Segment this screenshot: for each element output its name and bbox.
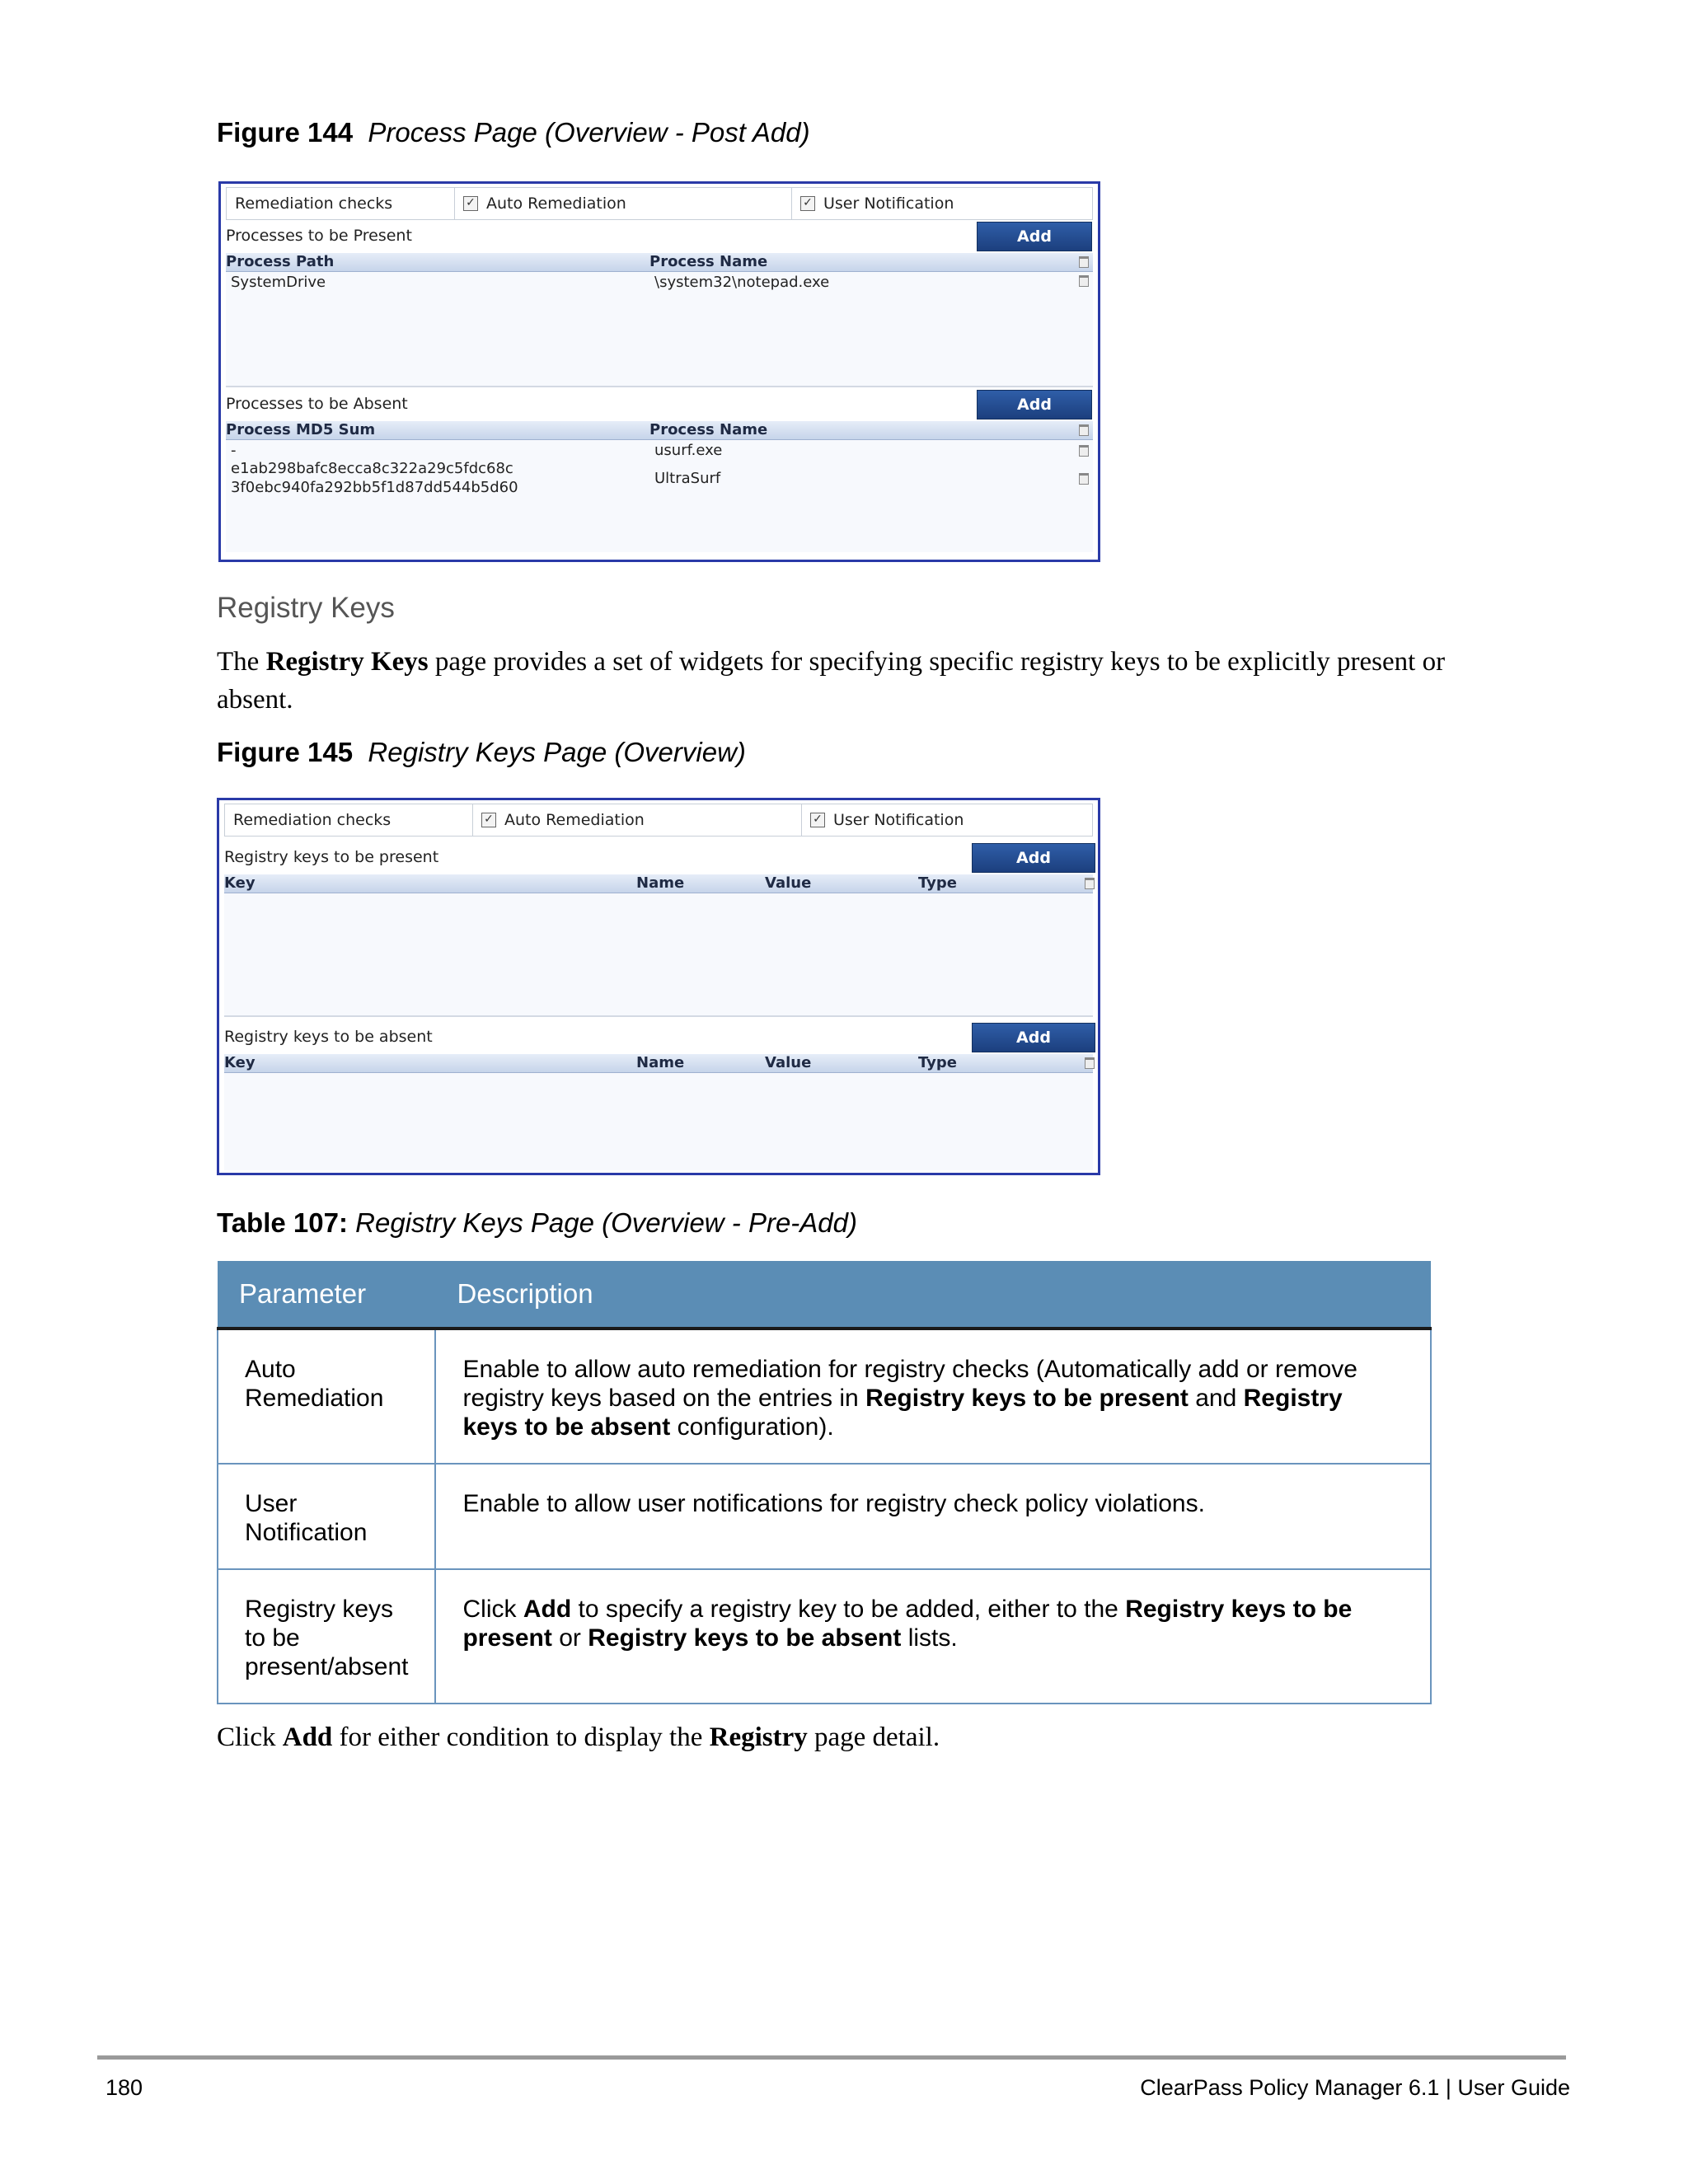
auto-remediation-label: Auto Remediation [486,194,626,213]
remediation-checks-row [224,804,1093,837]
desc-text: or [551,1624,588,1652]
intro-bold: Registry Keys [265,647,429,677]
col-value: Value [765,1054,812,1071]
table-107-caption [217,1207,857,1239]
desc-bold: Registry keys to be present [462,1596,1353,1652]
checkbox-checked-icon[interactable]: ✓ [810,813,825,827]
closing-text: Click [217,1722,283,1752]
registry-keys-page-screenshot [217,798,1100,1175]
col-parameter: Parameter [218,1261,435,1329]
user-notification-option[interactable] [792,188,1092,219]
process-path-cell: SystemDrive [231,274,326,291]
process-page-screenshot [218,181,1100,562]
document-title: ClearPass Policy Manager 6.1 | User Guide [1140,2075,1570,2100]
desc-bold: Add [523,1596,572,1623]
col-name: Name [636,874,685,892]
absent-table-header [226,421,1093,440]
closing-text: for either condition to display the [332,1722,710,1752]
process-name-cell: UltraSurf [654,470,721,487]
desc-cell [435,1329,1431,1464]
figure-145-caption [217,737,746,768]
desc-text: configuration). [670,1413,834,1441]
desc-text: to specify a registry key to be added, either to the [571,1596,1126,1623]
trash-icon[interactable] [1079,445,1089,457]
absent-table-body [224,1073,1093,1170]
add-absent-button[interactable]: Add [972,1023,1095,1052]
add-present-button[interactable]: Add [972,843,1095,873]
checkbox-checked-icon[interactable]: ✓ [463,196,478,211]
col-key: Key [224,1054,256,1071]
figure-title: Registry Keys Page (Overview) [368,737,746,767]
remediation-checks-row [226,187,1093,220]
closing-paragraph [217,1718,940,1756]
trash-icon[interactable] [1079,473,1089,485]
trash-icon[interactable] [1085,1057,1095,1069]
auto-remediation-option[interactable] [455,188,792,219]
page-number: 180 [106,2075,143,2100]
intro-text-rest: page provides a set of widgets for specifying specific registry keys to be explicitly present or [428,647,1446,677]
closing-bold: Add [282,1722,333,1752]
table-title: Registry Keys Page (Overview - Pre-Add) [355,1207,857,1238]
desc-bold: Registry keys to be absent [588,1624,902,1652]
md5-cell: e1ab298bafc8ecca8c322a29c5fdc68c [231,460,513,477]
table-label: Table 107: [217,1207,348,1238]
table-row [218,1569,1431,1704]
present-table-header [224,874,1093,893]
process-name-cell: usurf.exe [654,442,723,459]
col-type: Type [918,1054,957,1071]
trash-icon[interactable] [1079,424,1089,436]
present-table-body [226,272,1093,387]
registry-present-label: Registry keys to be present [224,848,439,866]
absent-table-body [226,440,1093,552]
desc-cell: Enable to allow user notifications for registry check policy violations. [435,1464,1431,1569]
trash-icon[interactable] [1079,256,1089,268]
table-row [218,1464,1431,1569]
desc-bold: Registry keys to be present [865,1385,1189,1412]
registry-absent-label: Registry keys to be absent [224,1028,433,1046]
auto-remediation-label: Auto Remediation [504,811,645,829]
col-process-name: Process Name [649,253,768,270]
col-process-name: Process Name [649,421,768,438]
trash-icon[interactable] [1079,275,1089,287]
col-process-path: Process Path [226,253,335,270]
absent-table-header [224,1054,1093,1073]
auto-remediation-option[interactable] [473,804,802,836]
remediation-checks-label: Remediation checks [225,804,473,836]
add-absent-button[interactable]: Add [977,390,1092,419]
col-type: Type [918,874,957,892]
section-heading: Registry Keys [217,592,395,624]
checkbox-checked-icon[interactable]: ✓ [481,813,496,827]
figure-label: Figure 144 [217,117,354,148]
param-cell: Registry keys to be present/absent [218,1569,435,1704]
parameters-table [217,1261,1432,1704]
col-name: Name [636,1054,685,1071]
desc-text: Click [462,1596,523,1623]
table-row [218,1329,1431,1464]
intro-text-line2: absent. [217,685,293,715]
user-notification-label: User Notification [823,194,954,213]
col-value: Value [765,874,812,892]
process-name-cell: \system32\notepad.exe [654,274,830,291]
intro-paragraph [217,643,1503,719]
add-present-button[interactable]: Add [977,222,1092,251]
trash-icon[interactable] [1085,878,1095,889]
remediation-checks-label: Remediation checks [227,188,455,219]
desc-cell [435,1569,1431,1704]
desc-text: lists. [901,1624,958,1652]
checkbox-checked-icon[interactable]: ✓ [800,196,815,211]
figure-label: Figure 145 [217,737,354,767]
present-table-body [224,893,1093,1017]
user-notification-option[interactable] [802,804,1092,836]
md5-cell: - [231,442,237,459]
closing-bold: Registry [709,1722,808,1752]
col-process-md5: Process MD5 Sum [226,421,376,438]
col-key: Key [224,874,256,892]
processes-absent-label: Processes to be Absent [226,395,408,413]
processes-present-label: Processes to be Present [226,227,412,245]
desc-text: and [1188,1385,1244,1412]
user-notification-label: User Notification [833,811,964,829]
closing-text: page detail. [807,1722,940,1752]
col-description: Description [435,1261,1431,1329]
intro-text: The [217,647,266,677]
param-cell: Auto Remediation [218,1329,435,1464]
footer-divider [97,2055,1566,2060]
figure-title: Process Page (Overview - Post Add) [368,117,810,148]
table-header-row [218,1261,1431,1329]
desc-text: Enable to allow auto remediation for registry checks (Automatically add or remove registry keys based on the entries in [462,1356,1357,1412]
param-cell: User Notification [218,1464,435,1569]
desc-bold: Registry keys to be absent [462,1385,1343,1441]
md5-cell-line2: 3f0ebc940fa292bb5f1d87dd544b5d60 [231,479,518,496]
present-table-header [226,253,1093,272]
figure-144-caption [217,117,810,148]
